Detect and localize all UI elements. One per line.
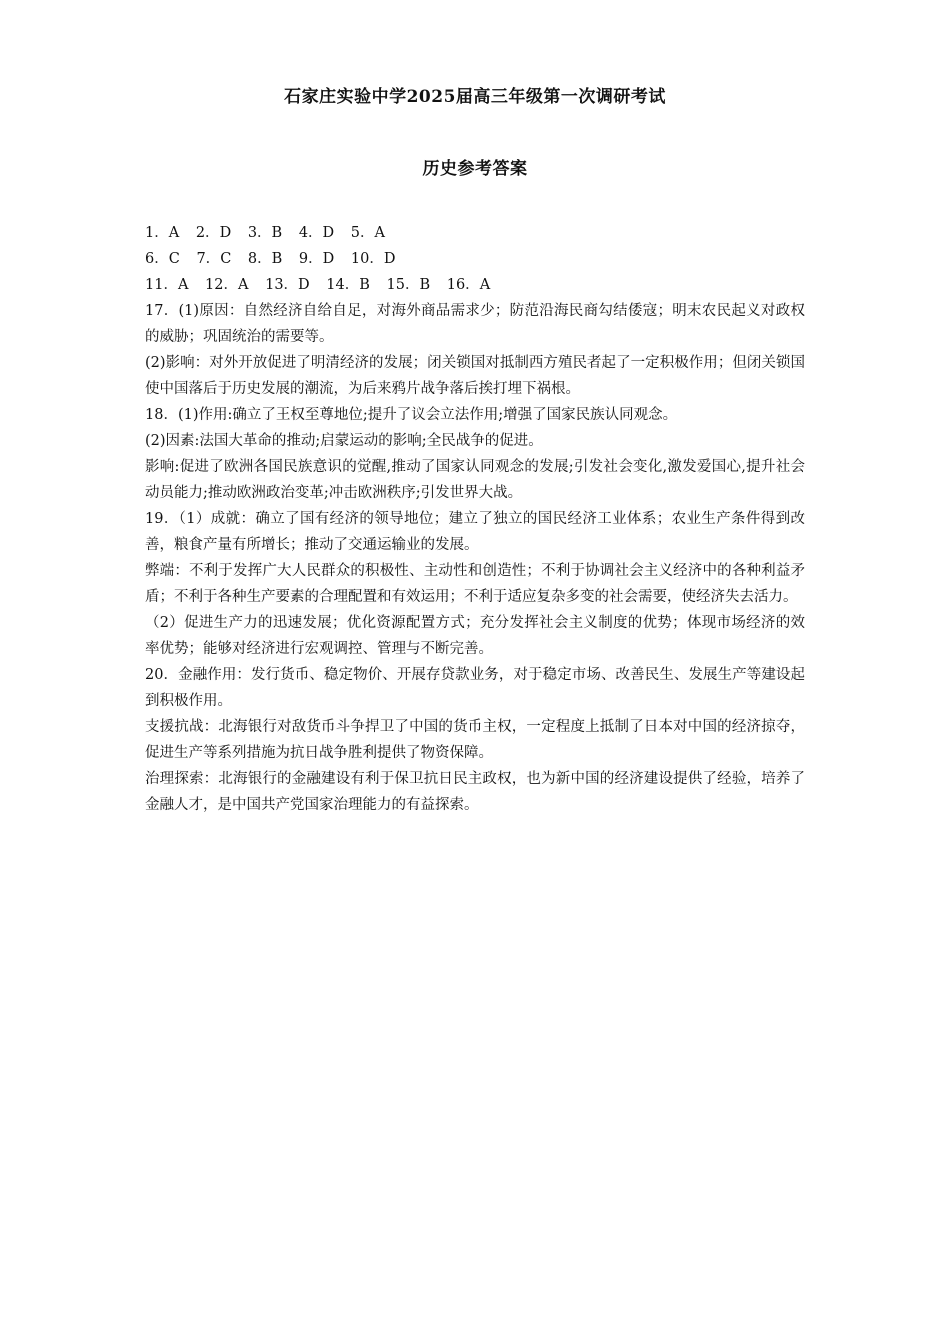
choice-answer: 9．D [298,251,335,267]
answer-19-part-3: （2）促进生产力的迅速发展；优化资源配置方式；充分发挥社会主义制度的优势；体现市场经济的效率优势；能够对经济进行宏观调控、管理与不断完善。 [145,615,805,657]
answer-content [145,220,805,818]
choice-answer: 3．B [247,225,283,241]
choice-answers-row-1 [145,220,805,246]
answer-18-part-1: 18．(1)作用:确立了王权至尊地位;提升了议会立法作用;增强了国家民族认同观念。 [145,407,678,423]
answer-18-part-2: (2)因素:法国大革命的推动;启蒙运动的影响;全民战争的促进。 [145,433,543,449]
answer-17-part-1: 17．(1)原因：自然经济自给自足，对海外商品需求少；防范沿海民商勾结倭寇；明末农民起义对政权的威胁；巩固统治的需要等。 [145,303,805,345]
answer-19-part-2: 弊端：不利于发挥广大人民群众的积极性、主动性和创造性；不利于协调社会主义经济中的各种利益矛盾；不利于各种生产要素的合理配置和有效运用；不利于适应复杂多变的社会需要，使经济失去活力。 [145,563,805,605]
choice-answer: 10．D [350,251,396,267]
answer-20-part-1: 20．金融作用：发行货币、稳定物价、开展存贷款业务，对于稳定市场、改善民生、发展生产等建设起到积极作用。 [145,667,805,709]
answer-20-part-3: 治理探索：北海银行的金融建设有利于保卫抗日民主政权，也为新中国的经济建设提供了经验，培养了金融人才，是中国共产党国家治理能力的有益探索。 [145,771,805,813]
choice-answer: 14．B [326,277,370,293]
answer-20-part-2: 支援抗战：北海银行对敌货币斗争捍卫了中国的货币主权，一定程度上抵制了日本对中国的经济掠夺，促进生产等系列措施为抗日战争胜利提供了物资保障。 [145,719,805,761]
choice-answer: 5．A [350,225,386,241]
document-title: 石家庄实验中学2025届高三年级第一次调研考试 [284,87,666,107]
choice-answer: 8．B [247,251,283,267]
choice-answer: 6．C [145,251,180,267]
choice-answer: 4．D [298,225,335,241]
choice-answer: 13．D [265,277,310,293]
answer-18-part-3: 影响:促进了欧洲各国民族意识的觉醒,推动了国家认同观念的发展;引发社会变化,激发爱国心,提升社会动员能力;推动欧洲政治变革;冲击欧洲秩序;引发世界大战。 [145,459,805,501]
choice-answer: 15．B [386,277,431,293]
choice-answer: 12．A [205,277,249,293]
choice-answer: 2．D [195,225,232,241]
choice-answer: 7．C [196,251,232,267]
document-subtitle: 历史参考答案 [422,159,528,179]
choice-answer: 16．A [446,277,491,293]
answer-19-part-1: 19．（1）成就：确立了国有经济的领导地位；建立了独立的国民经济工业体系；农业生产条件得到改善，粮食产量有所增长；推动了交通运输业的发展。 [145,511,805,553]
choice-answer: 11．A [145,277,189,293]
answer-17-part-2: (2)影响：对外开放促进了明清经济的发展；闭关锁国对抵制西方殖民者起了一定积极作用；但闭关锁国使中国落后于历史发展的潮流，为后来鸦片战争落后挨打埋下祸根。 [145,355,805,397]
choice-answers-row-2 [145,246,805,272]
choice-answer: 1．A [145,225,180,241]
choice-answers-row-3 [145,272,805,298]
